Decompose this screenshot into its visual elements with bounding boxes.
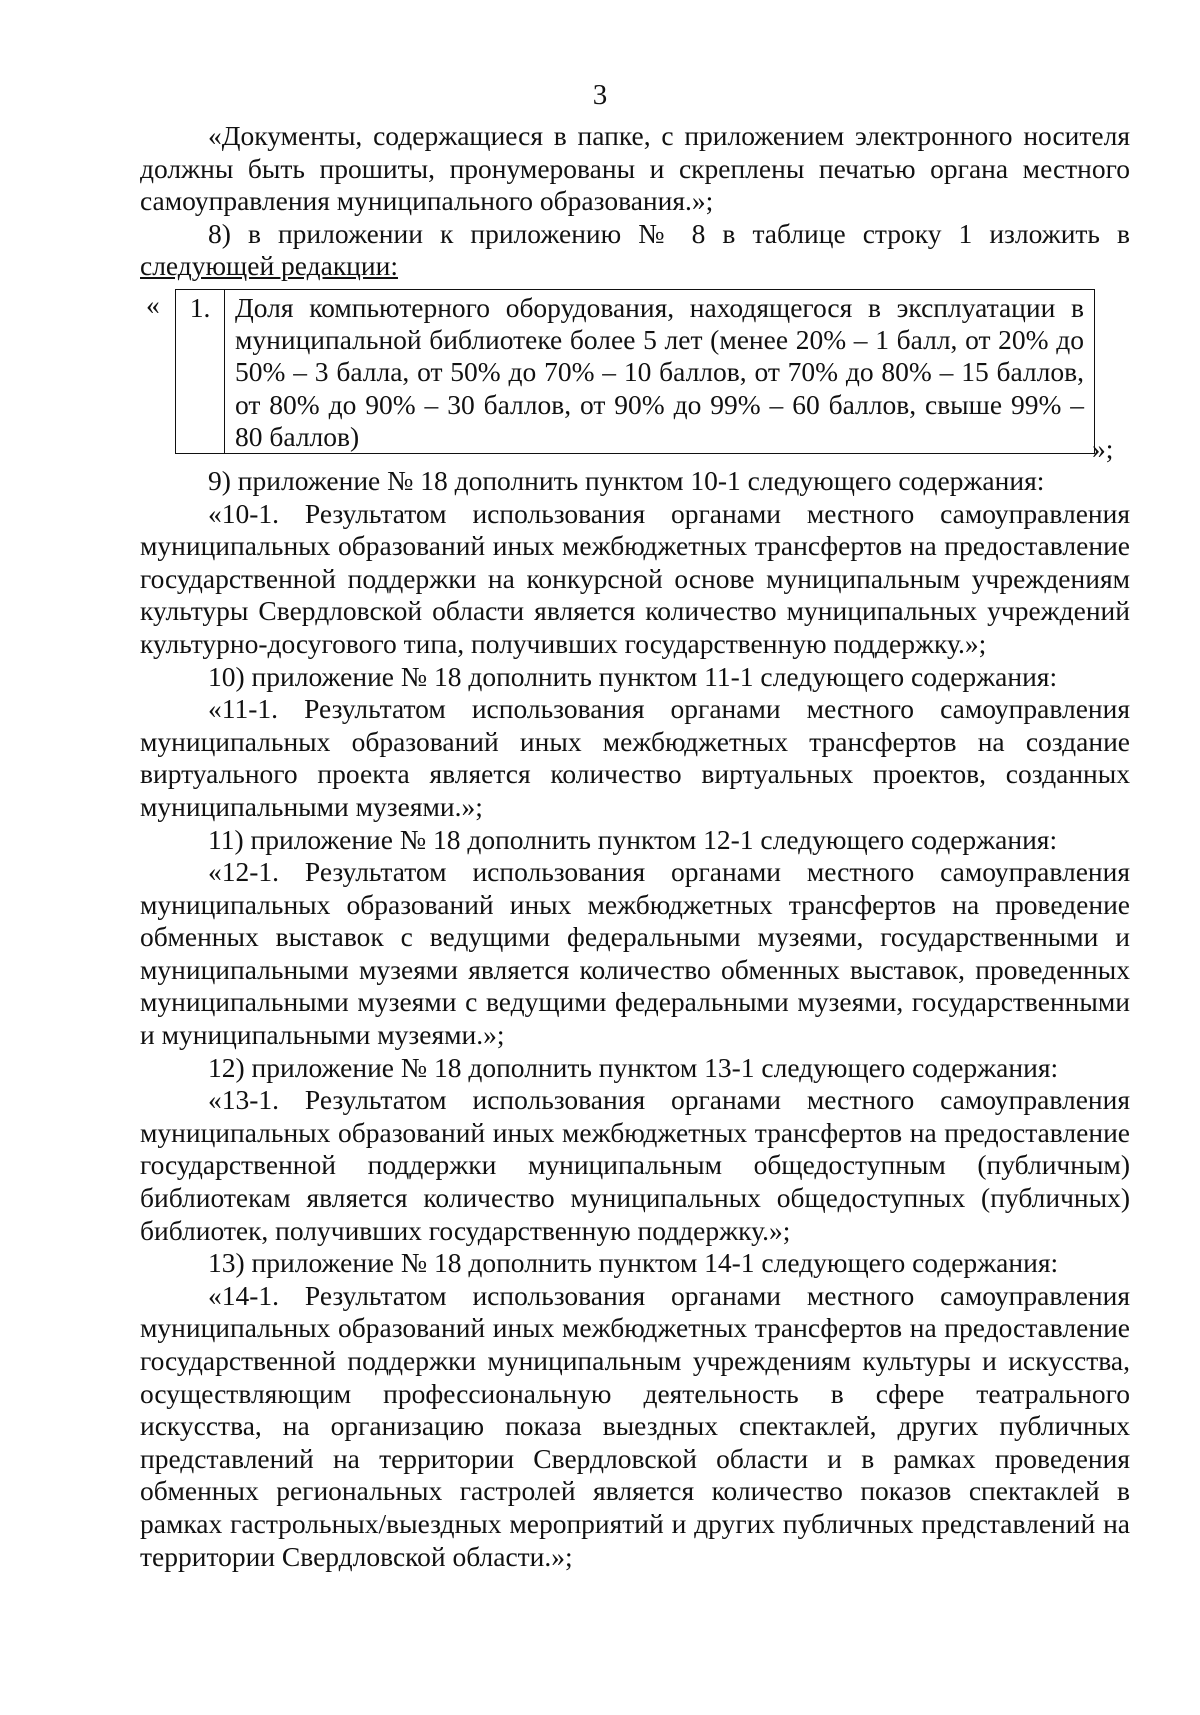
paragraph-item-8-text: 8) в приложении к приложению № 8 в таблице строку 1 изложить в	[208, 217, 1130, 249]
opening-quote: «	[146, 288, 160, 320]
table-row-text: Доля компьютерного оборудования, находящегося в эксплуатации в муниципальной библиотеке более 5 лет (менее 20% – 1 балл, от 20% до 50% – 3 балла, от 50% до 70% – 10 баллов, от 70% до 80% – 15 баллов, от 80% до 90% – 30 баллов, от 90% до 99% – 60 баллов, свыше 99% – 80 баллов)	[225, 289, 1095, 453]
replacement-table	[175, 289, 1095, 454]
paragraph-documents-folder: «Документы, содержащиеся в папке, с приложением электронного носителя должны быть прошиты, пронумерованы и скреплены печатью органа местного самоуправления муниципального образования.»;	[140, 120, 1130, 217]
paragraph-point-13-1: «13-1. Результатом использования органами местного самоуправления муниципальных образований иных межбюджетных трансфертов на предоставление государственной поддержки муниципальным общедоступным (публичным) библиотекам является количество муниципальных общедоступных (публичных) библиотек, получивших государственную поддержку.»;	[140, 1084, 1130, 1246]
table-row	[176, 289, 1095, 453]
table-row-number: 1.	[176, 289, 225, 453]
paragraph-item-10: 10) приложение № 18 дополнить пунктом 11-1 следующего содержания:	[208, 660, 1058, 692]
paragraph-item-8-underlined: следующей редакции:	[140, 250, 398, 282]
paragraph-item-9: 9) приложение № 18 дополнить пунктом 10-1 следующего содержания:	[208, 464, 1045, 496]
closing-quote: »;	[1092, 432, 1114, 464]
paragraph-item-12: 12) приложение № 18 дополнить пунктом 13-1 следующего содержания:	[208, 1051, 1059, 1083]
paragraph-point-10-1: «10-1. Результатом использования органами местного самоуправления муниципальных образований иных межбюджетных трансфертов на предоставление государственной поддержки на конкурсной основе муниципальным учреждениям культуры Свердловской области является количество муниципальных учреждений культурно-досугового типа, получивших государственную поддержку.»;	[140, 497, 1130, 659]
paragraph-point-12-1: «12-1. Результатом использования органами местного самоуправления муниципальных образований иных межбюджетных трансфертов на проведение обменных выставок с ведущими федеральными музеями, государственными и муниципальными музеями является количество обменных выставок, проведенных муниципальными музеями с ведущими федеральными музеями, государственными и муниципальными музеями.»;	[140, 856, 1130, 1051]
paragraph-point-14-1: «14-1. Результатом использования органами местного самоуправления муниципальных образований иных межбюджетных трансфертов на предоставление государственной поддержки муниципальным учреждениям культуры и искусства, осуществляющим профессиональную деятельность в сфере театрального искусства, на организацию показа выездных спектаклей, других публичных представлений на территории Свердловской области и в рамках проведения обменных региональных гастролей является количество показов спектаклей в рамках гастрольных/выездных мероприятий и других публичных представлений на территории Свердловской области.»;	[140, 1279, 1130, 1572]
paragraph-point-11-1: «11-1. Результатом использования органами местного самоуправления муниципальных образований иных межбюджетных трансфертов на создание виртуального проекта является количество виртуальных проектов, созданных муниципальными музеями.»;	[140, 693, 1130, 822]
paragraph-item-11: 11) приложение № 18 дополнить пунктом 12-1 следующего содержания:	[208, 823, 1058, 855]
table-row-block	[140, 283, 1130, 465]
page-number: 3	[592, 79, 608, 111]
paragraph-item-8	[140, 218, 1130, 283]
paragraph-item-13: 13) приложение № 18 дополнить пунктом 14-1 следующего содержания:	[208, 1247, 1059, 1279]
document-body	[140, 120, 1130, 1573]
